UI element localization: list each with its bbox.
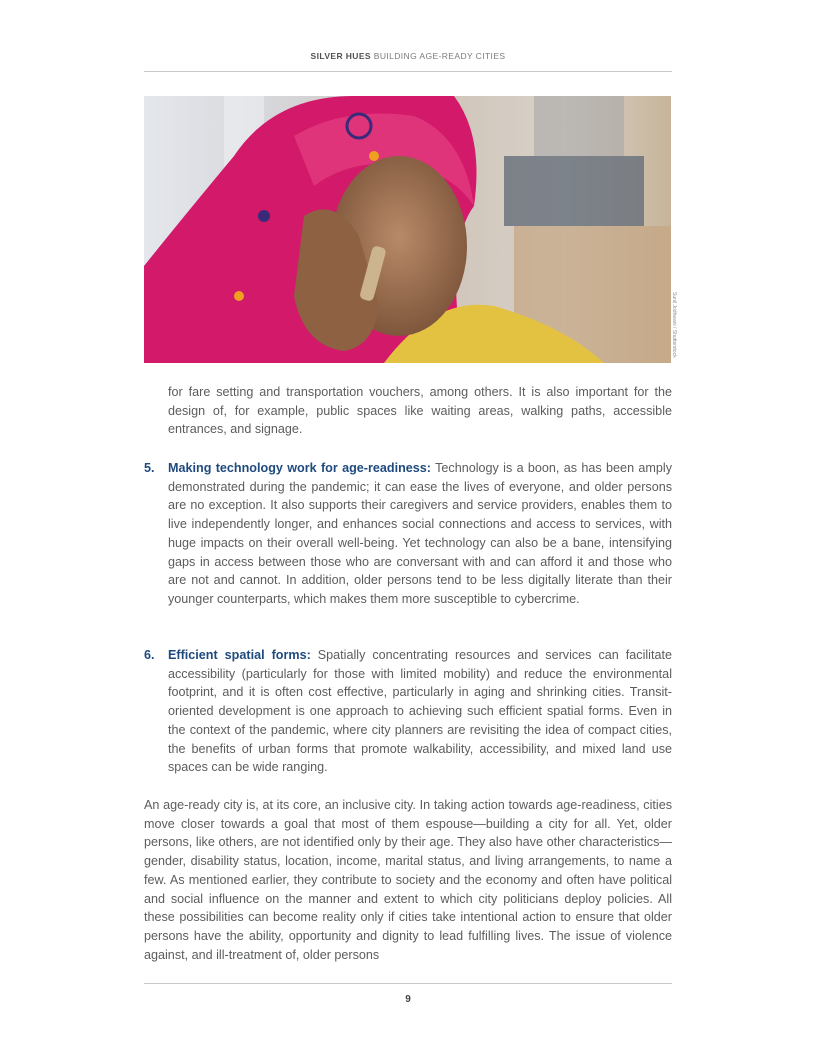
list-item-number: 5. bbox=[144, 461, 155, 475]
page-number: 9 bbox=[405, 994, 411, 1005]
list-item-heading: Efficient spatial forms: bbox=[168, 648, 311, 662]
photo-credit-text: Sunil Jodhwani / Shutterstock bbox=[671, 292, 677, 358]
header-series-title: SILVER HUES bbox=[310, 51, 371, 61]
list-item-text: Spatially concentrating resources and services can facilitate accessibility (particularly for those with limited mobility) and reduce the environmental footprint, and it is often cost effective, particularly in aging and shrinking cities. Transit-oriented development is one approach to achieving such efficient spatial forms. Even in the context of the pandemic, where city planners are revisiting the idea of compact cities, the benefits of urban forms that promote walkability, accessibility, and mixed land use spaces can be wide ranging. bbox=[168, 648, 672, 775]
footer-rule bbox=[144, 983, 672, 984]
list-item-5 bbox=[144, 459, 672, 609]
list-item-body bbox=[168, 459, 672, 609]
photo-illustration bbox=[144, 96, 671, 363]
header-rule bbox=[144, 71, 672, 72]
closing-paragraph: An age-ready city is, at its core, an inclusive city. In taking action towards age-readiness, cities move closer towards a goal that most of them espouse—building a city for all. Yet, older persons, like others, are not identified only by their age. They also have other characteristics—gender, disability status, location, income, marital status, and living arrangements, to name a few. As mentioned earlier, they contribute to society and the economy and often have political and social influence on the manner and extent to which city politicians deploy policies. All these possibilities can become reality only if cities take intentional action to ensure that older persons have the ability, opportunity and dignity to lead fulfilling lives. The issue of violence against, and ill-treatment of, older persons bbox=[144, 798, 672, 962]
list-item-body bbox=[168, 646, 672, 777]
list-item-heading: Making technology work for age-readiness: bbox=[168, 461, 431, 475]
list-item-number: 6. bbox=[144, 648, 155, 662]
list-item-6 bbox=[144, 646, 672, 777]
continuation-paragraph: for fare setting and transportation vouchers, among others. It is also important for the design of, for example, public spaces like waiting areas, walking paths, accessible entrances, and signage. bbox=[168, 385, 672, 437]
photo-elderly-woman-on-phone bbox=[144, 96, 671, 363]
header-report-title: BUILDING AGE-READY CITIES bbox=[373, 51, 506, 61]
list-item-text: Technology is a boon, as has been amply demonstrated during the pandemic; it can ease the lives of everyone, and older persons are no exception. It also supports their caregivers and service providers, enables them to live independently longer, and enhances social connections and access to services, with huge impacts on their overall well-being. Yet technology can also be a bane, intensifying gaps in access between those who are conversant with and can afford it and those who are not and cannot. In addition, older persons tend to be less digitally literate than their younger counterparts, which makes them more susceptible to cybercrime. bbox=[168, 461, 672, 606]
running-header bbox=[144, 51, 672, 61]
photo-credit bbox=[671, 292, 687, 362]
